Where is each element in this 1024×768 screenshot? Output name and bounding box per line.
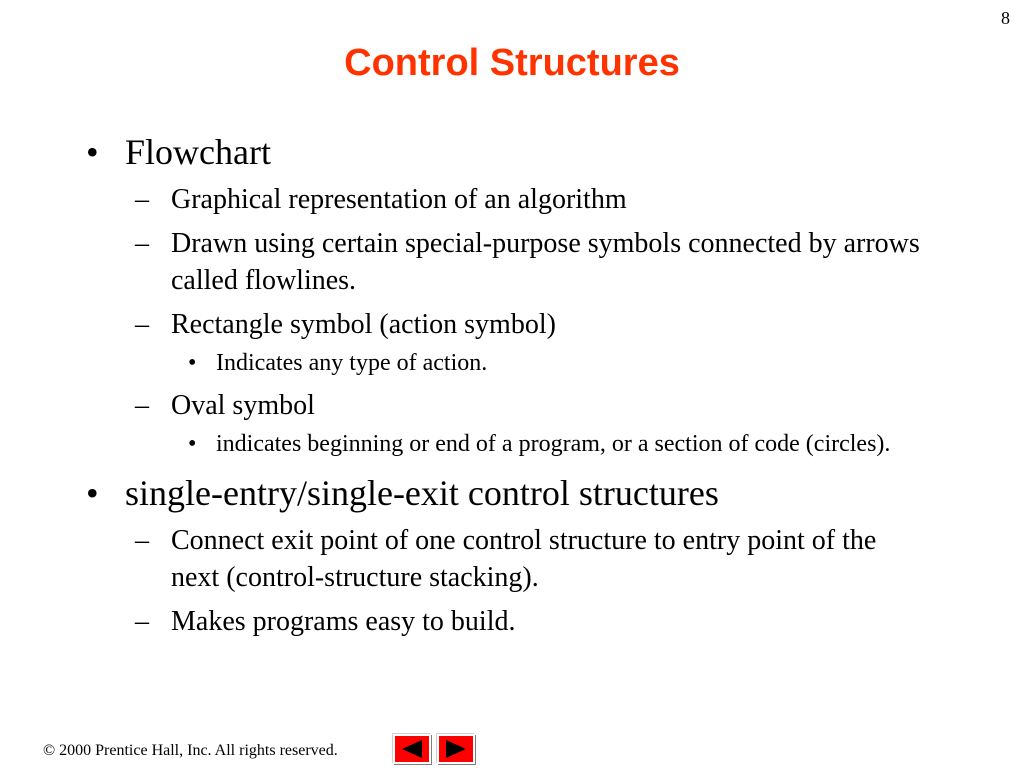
dash-marker: –: [135, 228, 149, 259]
slide-content: [0, 130, 1024, 640]
sub-sub-item: [0, 427, 1024, 461]
slide-navigation: [393, 734, 475, 764]
right-arrow-icon: [444, 739, 468, 759]
sub-item: [0, 181, 1024, 218]
sub-item: [0, 387, 1024, 424]
copyright-text: 2000 Prentice Hall, Inc. All rights reserved.: [59, 742, 338, 759]
sub-item-text: Rectangle symbol (action symbol): [171, 309, 556, 340]
bullet-marker: •: [86, 132, 99, 172]
bullet-text: Flowchart: [125, 132, 271, 172]
previous-slide-button[interactable]: [393, 734, 431, 764]
dash-marker: –: [135, 184, 149, 215]
dash-marker: –: [135, 309, 149, 340]
bullet-flowchart: [0, 130, 1024, 174]
sub-sub-item-text: Indicates any type of action.: [216, 350, 488, 376]
sub-item: [0, 225, 1024, 299]
left-arrow-icon: [400, 739, 424, 759]
sub-item-text: Makes programs easy to build.: [171, 606, 516, 637]
slide-page-number: 8: [1001, 8, 1010, 28]
sub-item: [0, 522, 1024, 596]
copyright-symbol: ©: [43, 742, 56, 759]
sub-item: [0, 603, 1024, 640]
sub-item-text: Drawn using certain special-purpose symbols connected by arrows called flowlines.: [171, 228, 920, 296]
sub-sub-item-text: indicates beginning or end of a program, or a section of code (circles).: [216, 431, 891, 457]
bullet-single-entry-single-exit: [0, 471, 1024, 515]
next-slide-button[interactable]: [437, 734, 475, 764]
sub-item: [0, 306, 1024, 343]
sub-item-text: Graphical representation of an algorithm: [171, 184, 627, 215]
sub-item-text: Oval symbol: [171, 390, 315, 421]
bullet-marker: •: [86, 473, 99, 513]
sub-item-text: Connect exit point of one control structure to entry point of the next (control-structure stacking).: [171, 525, 877, 593]
bullet-text: single-entry/single-exit control structures: [125, 473, 719, 513]
dash-marker: –: [135, 606, 149, 637]
dash-marker: –: [135, 390, 149, 421]
footer-copyright: [43, 742, 338, 760]
dash-marker: –: [135, 525, 149, 556]
slide-title: Control Structures: [344, 42, 680, 84]
bullet-marker: •: [188, 350, 197, 376]
sub-sub-item: [0, 346, 1024, 380]
bullet-marker: •: [188, 431, 197, 457]
